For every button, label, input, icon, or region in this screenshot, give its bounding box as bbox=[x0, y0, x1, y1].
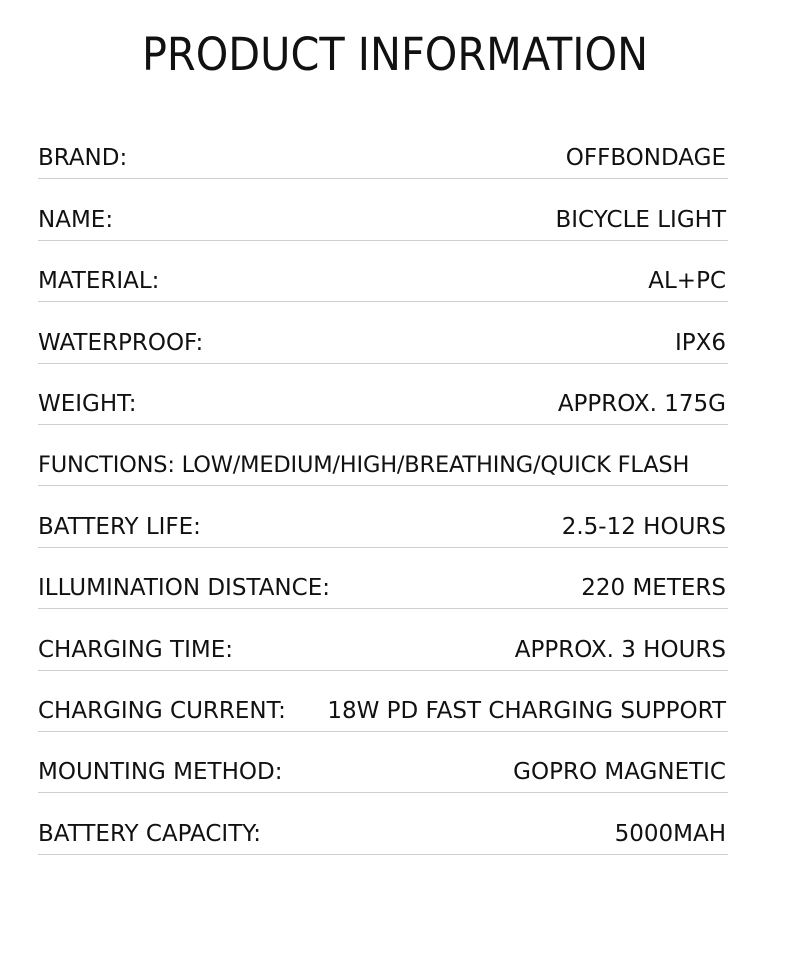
spec-label: BATTERY LIFE: bbox=[38, 513, 201, 540]
spec-value: GOPRO MAGNETIC bbox=[513, 759, 726, 786]
spec-label: CHARGING TIME: bbox=[38, 636, 233, 663]
spec-label: BRAND: bbox=[38, 145, 128, 172]
spec-value: IPX6 bbox=[674, 329, 726, 356]
spec-row-battery-capacity bbox=[38, 793, 728, 854]
spec-label: MATERIAL: bbox=[38, 268, 160, 295]
spec-value: APPROX. 175G bbox=[557, 390, 726, 417]
spec-value: 18W PD FAST CHARGING SUPPORT bbox=[327, 697, 726, 724]
spec-label: CHARGING CURRENT: bbox=[38, 697, 286, 724]
spec-label: FUNCTIONS: LOW/MEDIUM/HIGH/BREATHING/QUICK FLASH bbox=[38, 452, 690, 479]
spec-value: OFFBONDAGE bbox=[565, 145, 726, 172]
spec-row-mounting-method bbox=[38, 732, 728, 793]
spec-row-illumination-distance bbox=[38, 548, 728, 609]
spec-table bbox=[38, 118, 728, 855]
spec-row-waterproof bbox=[38, 302, 728, 363]
spec-value: APPROX. 3 HOURS bbox=[514, 636, 726, 663]
spec-row-material bbox=[38, 241, 728, 302]
spec-row-charging-time bbox=[38, 609, 728, 670]
spec-label: ILLUMINATION DISTANCE: bbox=[38, 575, 330, 602]
spec-label: WEIGHT: bbox=[38, 390, 137, 417]
spec-label: NAME: bbox=[38, 206, 114, 233]
spec-row-brand bbox=[38, 118, 728, 179]
spec-value: 220 METERS bbox=[581, 575, 726, 602]
spec-value: 5000MAH bbox=[614, 820, 726, 847]
spec-row-name bbox=[38, 179, 728, 240]
spec-value: AL+PC bbox=[648, 268, 726, 295]
spec-value: 2.5-12 HOURS bbox=[561, 513, 726, 540]
page-title: PRODUCT INFORMATION bbox=[141, 28, 649, 81]
spec-label: MOUNTING METHOD: bbox=[38, 759, 283, 786]
spec-value: BICYCLE LIGHT bbox=[555, 206, 726, 233]
spec-row-charging-current bbox=[38, 671, 728, 732]
spec-label: BATTERY CAPACITY: bbox=[38, 820, 261, 847]
spec-label: WATERPROOF: bbox=[38, 329, 204, 356]
spec-row-functions bbox=[38, 425, 728, 486]
spec-row-weight bbox=[38, 364, 728, 425]
spec-row-battery-life bbox=[38, 486, 728, 547]
